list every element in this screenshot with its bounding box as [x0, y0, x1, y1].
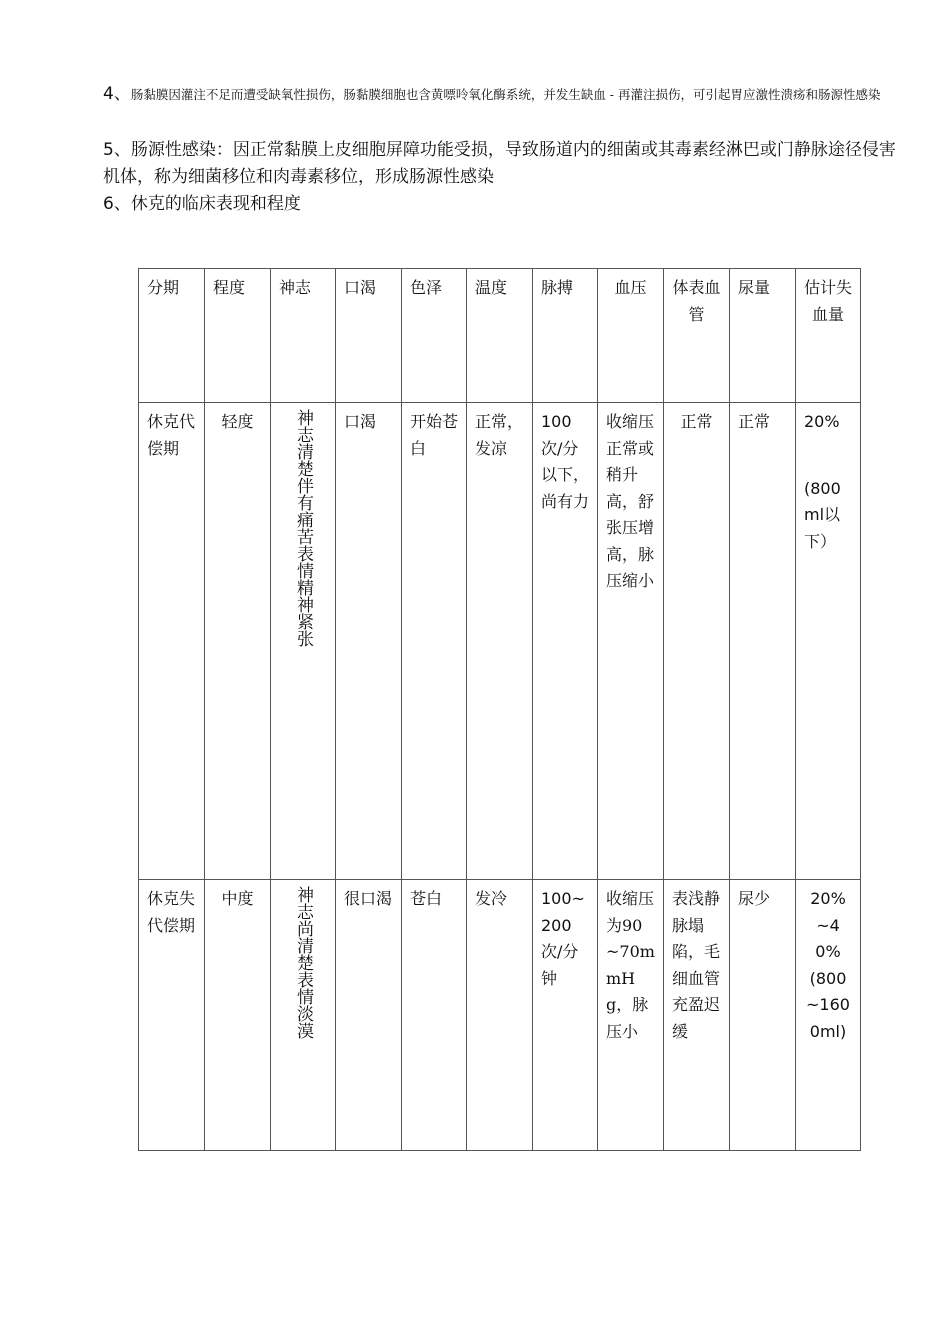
- thirst-cell: 口渴: [336, 403, 402, 880]
- vessels-cell: 表浅静脉塌陷，毛细血管充盈迟缓: [664, 880, 730, 1151]
- paragraph-4-number: 4、: [103, 84, 131, 104]
- header-cell: 血压: [598, 269, 664, 403]
- color-cell: 苍白: [402, 880, 467, 1151]
- bp-cell: 收缩压正常或稍升高，舒张压增高，脉压缩小: [598, 403, 664, 880]
- urine-cell: 正常: [730, 403, 796, 880]
- vessels-cell: 正常: [664, 403, 730, 880]
- urine-cell: 尿少: [730, 880, 796, 1151]
- color-cell: 开始苍白: [402, 403, 467, 880]
- temperature-cell: 正常，发凉: [467, 403, 533, 880]
- header-cell: 温度: [467, 269, 533, 403]
- consciousness-cell: [271, 880, 336, 1151]
- header-cell: 口渴: [336, 269, 402, 403]
- stage-cell: 休克失代偿期: [139, 880, 205, 1151]
- bp-cell: 收缩压为90~70mmHg，脉压小: [598, 880, 664, 1151]
- header-cell: 分期: [139, 269, 205, 403]
- table-row: [139, 403, 861, 880]
- stage-cell: 休克代偿期: [139, 403, 205, 880]
- blood-loss-percent: 20%: [804, 412, 840, 431]
- consciousness-text: 神志清楚伴有痛苦表情精神紧张: [293, 409, 313, 647]
- header-cell: 估计失血量: [796, 269, 861, 403]
- shock-table: [138, 268, 861, 1151]
- consciousness-cell: [271, 403, 336, 880]
- thirst-cell: 很口渴: [336, 880, 402, 1151]
- blood-loss-volume: (800~1600ml): [806, 968, 850, 1041]
- header-cell: 程度: [205, 269, 271, 403]
- paragraph-6-text: 休克的临床表现和程度: [130, 194, 301, 214]
- paragraph-5-text: 肠源性感染：因正常黏膜上皮细胞屏障功能受损，导致肠道内的细菌或其毒素经淋巴或门静脉途径侵害机体，称为细菌移位和肉毒素移位，形成肠源性感染: [103, 140, 896, 187]
- pulse-cell: 100次/分以下，尚有力: [533, 403, 598, 880]
- blood-loss-volume: (800ml以下）: [804, 478, 841, 551]
- blood-loss-percent: 20%~40%: [810, 889, 846, 961]
- table-header-row: [139, 269, 861, 403]
- blood-loss-cell: [796, 403, 861, 880]
- pulse-cell: 100~200次/分钟: [533, 880, 598, 1151]
- paragraph-5: [103, 137, 903, 191]
- temperature-cell: 发冷: [467, 880, 533, 1151]
- header-cell: 神志: [271, 269, 336, 403]
- header-cell: 体表血管: [664, 269, 730, 403]
- header-cell: 脉搏: [533, 269, 598, 403]
- table-row: [139, 880, 861, 1151]
- consciousness-text: 神志尚清楚表情淡漠: [293, 886, 313, 1039]
- degree-cell: 中度: [205, 880, 271, 1151]
- blood-loss-cell: [796, 880, 861, 1151]
- paragraph-4: [103, 83, 903, 106]
- paragraph-4-text: 肠黏膜因灌注不足而遭受缺氧性损伤，肠黏膜细胞也含黄嘌呤氧化酶系统，并发生缺血 - 再灌注损伤，可引起胃应激性溃疡和肠源性感染: [130, 87, 881, 102]
- paragraph-6-number: 6、: [103, 194, 131, 214]
- header-cell: 色泽: [402, 269, 467, 403]
- header-cell: 尿量: [730, 269, 796, 403]
- degree-cell: 轻度: [205, 403, 271, 880]
- paragraph-5-number: 5、: [103, 140, 131, 160]
- paragraph-6: [103, 191, 903, 218]
